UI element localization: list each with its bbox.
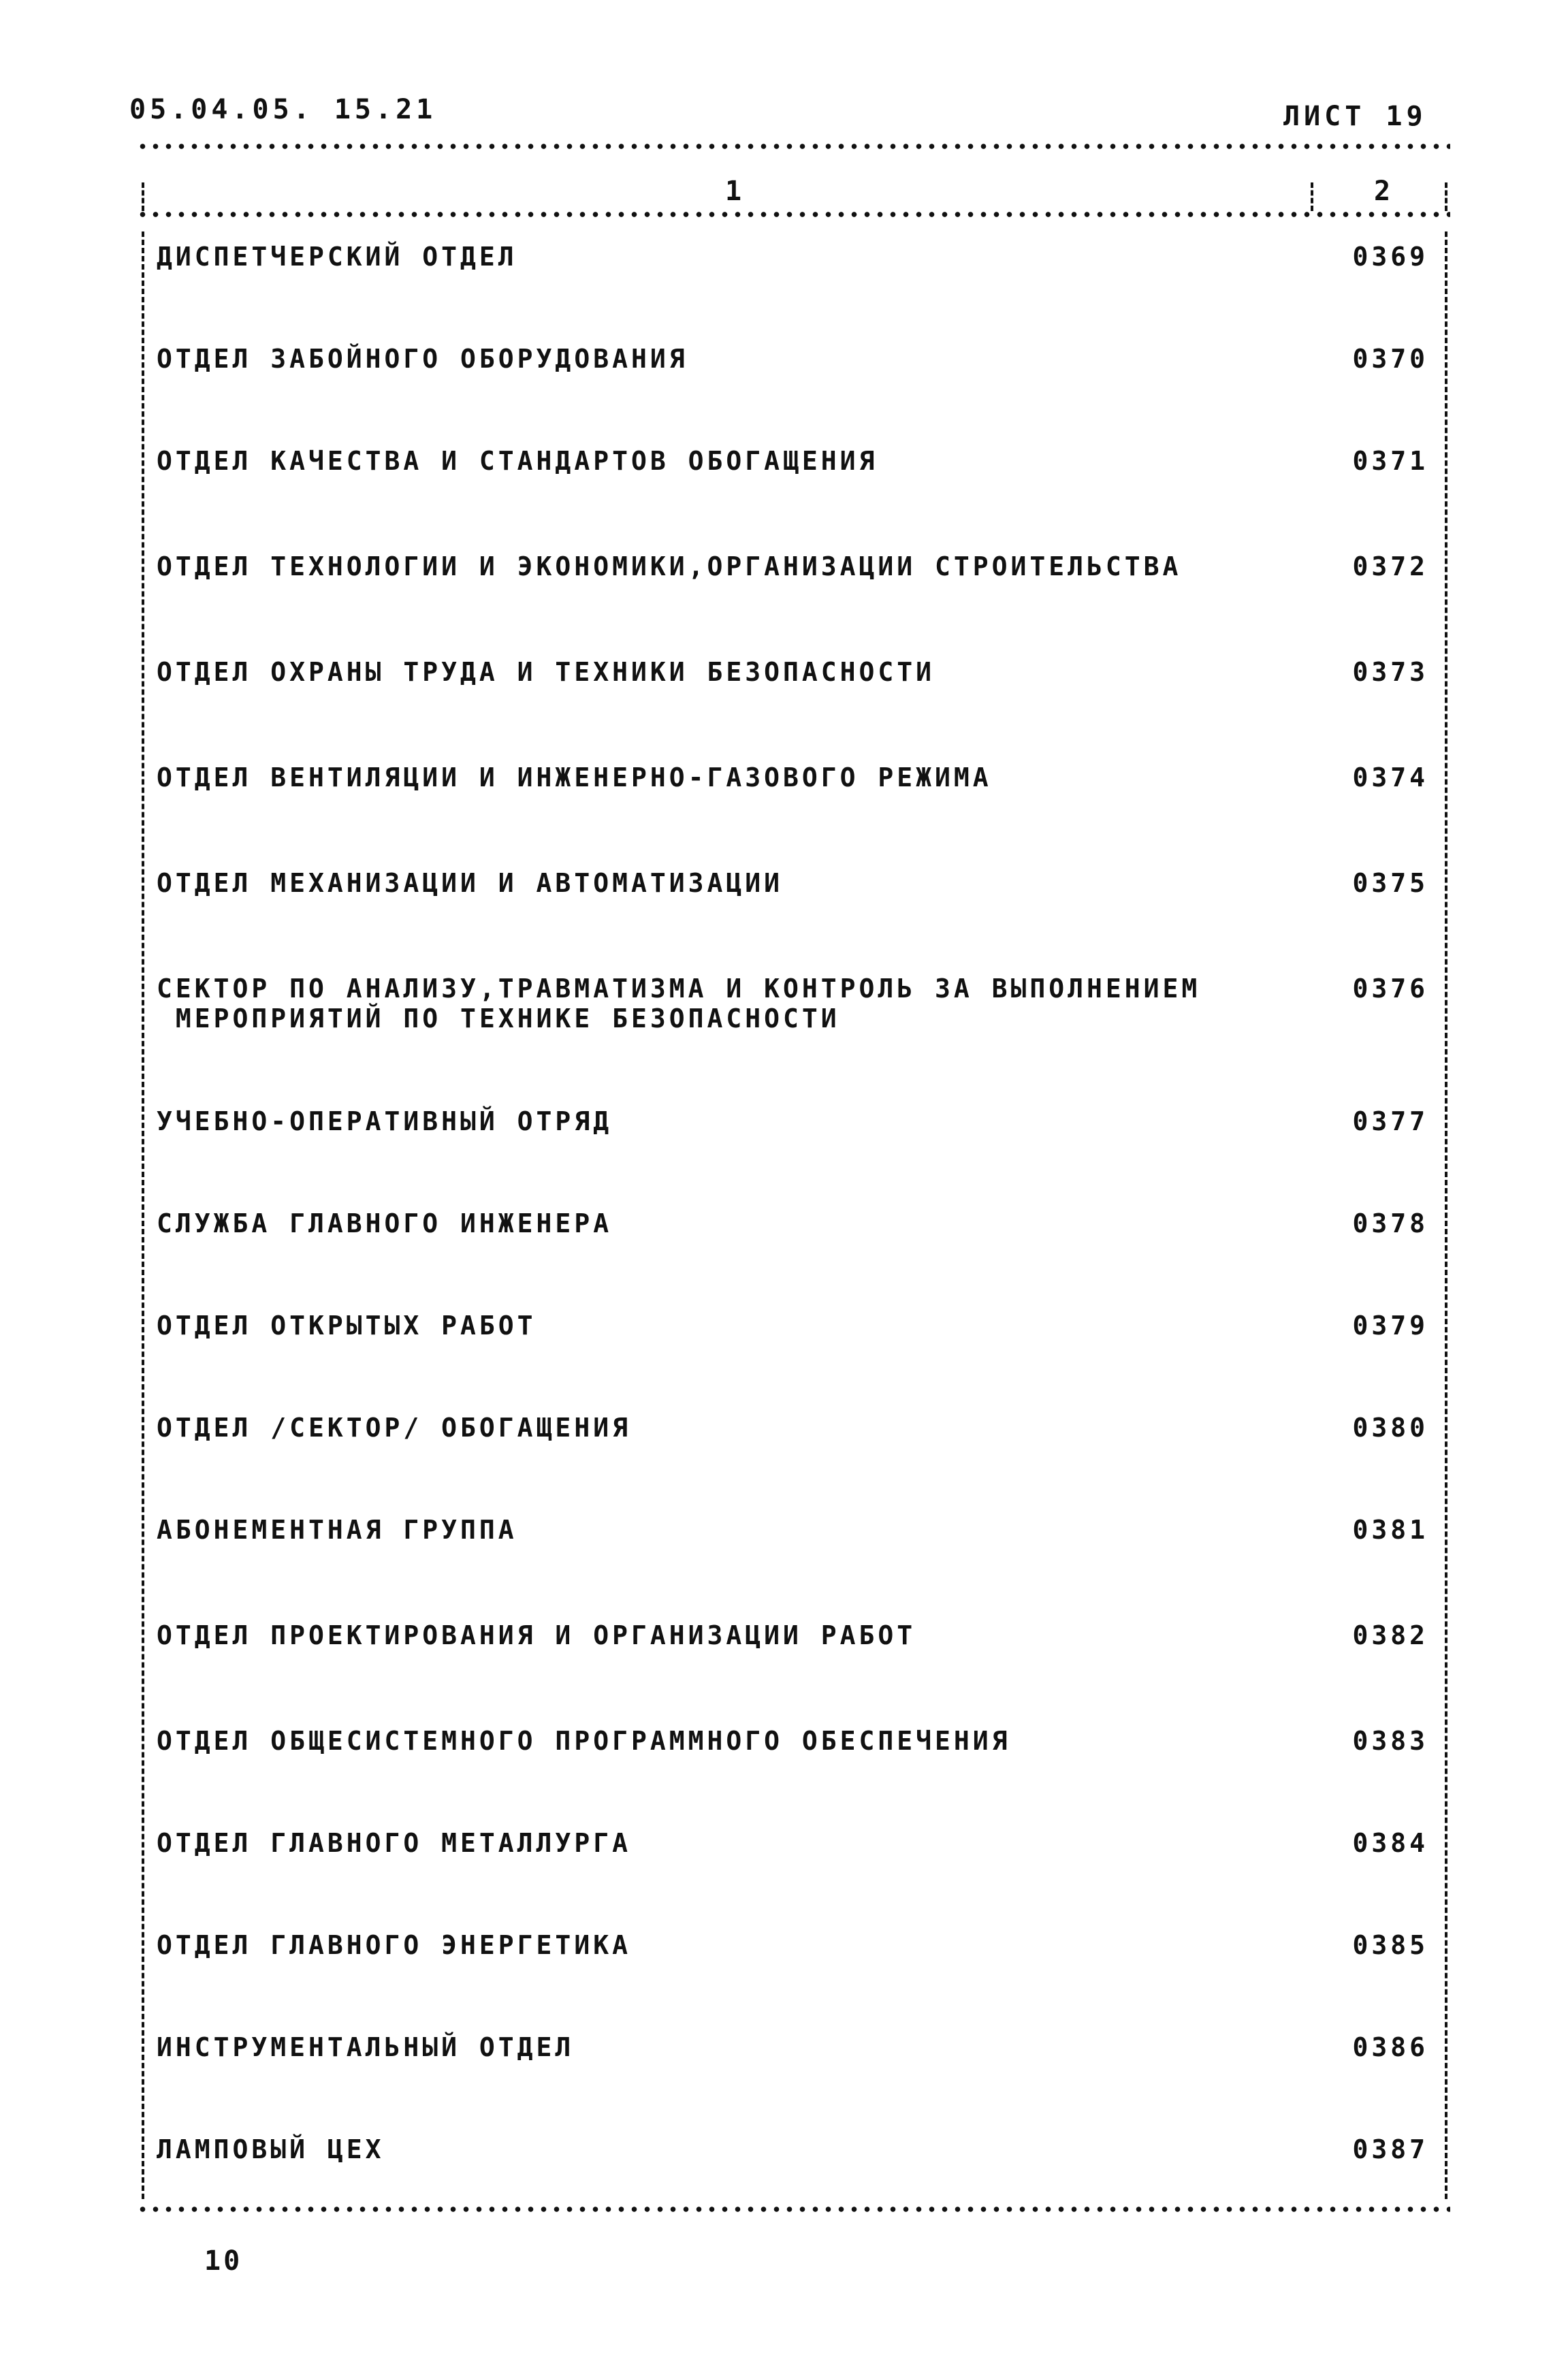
department-name: ОТДЕЛ МЕХАНИЗАЦИИ И АВТОМАТИЗАЦИИ bbox=[157, 868, 783, 898]
department-name: СЕКТОР ПО АНАЛИЗУ,ТРАВМАТИЗМА И КОНТРОЛЬ ЗА ВЫПОЛНЕНИЕМ МЕРОПРИЯТИЙ ПО ТЕХНИКЕ БЕЗОПАСНОСТИ bbox=[157, 974, 1201, 1033]
department-code: 0381 bbox=[1352, 1515, 1428, 1545]
department-name: ОТДЕЛ ОБЩЕСИСТЕМНОГО ПРОГРАММНОГО ОБЕСПЕЧЕНИЯ bbox=[157, 1726, 1011, 1756]
department-name: ОТДЕЛ ОХРАНЫ ТРУДА И ТЕХНИКИ БЕЗОПАСНОСТИ bbox=[157, 657, 935, 687]
department-code: 0385 bbox=[1352, 1930, 1428, 1960]
department-name: ОТДЕЛ ОТКРЫТЫХ РАБОТ bbox=[157, 1311, 537, 1341]
table-row bbox=[157, 763, 1437, 837]
page-number: 10 bbox=[204, 2245, 243, 2277]
table-row bbox=[157, 242, 1437, 317]
department-code: 0369 bbox=[1352, 242, 1428, 272]
department-name: ИНСТРУМЕНТАЛЬНЫЙ ОТДЕЛ bbox=[157, 2032, 575, 2062]
department-code: 0373 bbox=[1352, 657, 1428, 687]
department-code: 0374 bbox=[1352, 763, 1428, 792]
department-code: 0386 bbox=[1352, 2032, 1428, 2062]
table-row bbox=[157, 2134, 1437, 2209]
table-row bbox=[157, 657, 1437, 732]
table-row bbox=[157, 344, 1437, 419]
table-row bbox=[157, 1726, 1437, 1801]
table-row bbox=[157, 1208, 1437, 1283]
department-name: ЛАМПОВЫЙ ЦЕХ bbox=[157, 2134, 385, 2164]
bottom-asterisk-rule bbox=[136, 2206, 1450, 2213]
department-code: 0370 bbox=[1352, 344, 1428, 374]
table-row bbox=[157, 1828, 1437, 1903]
column-header-2: 2 bbox=[1374, 176, 1391, 207]
department-code: 0372 bbox=[1352, 551, 1428, 581]
department-code: 0379 bbox=[1352, 1311, 1428, 1341]
table-row bbox=[157, 1620, 1437, 1695]
table-row bbox=[157, 1515, 1437, 1590]
department-name: УЧЕБНО-ОПЕРАТИВНЫЙ ОТРЯД bbox=[157, 1106, 613, 1136]
table-row bbox=[157, 974, 1437, 1048]
department-name: ОТДЕЛ ПРОЕКТИРОВАНИЯ И ОРГАНИЗАЦИИ РАБОТ bbox=[157, 1620, 916, 1650]
department-code: 0387 bbox=[1352, 2134, 1428, 2164]
department-code: 0377 bbox=[1352, 1106, 1428, 1136]
table-row bbox=[157, 2032, 1437, 2107]
department-code: 0375 bbox=[1352, 868, 1428, 898]
department-name: ОТДЕЛ ГЛАВНОГО ЭНЕРГЕТИКА bbox=[157, 1930, 631, 1960]
department-name: ОТДЕЛ ГЛАВНОГО МЕТАЛЛУРГА bbox=[157, 1828, 631, 1858]
department-code: 0378 bbox=[1352, 1208, 1428, 1238]
department-name: ОТДЕЛ ВЕНТИЛЯЦИИ И ИНЖЕНЕРНО-ГАЗОВОГО РЕЖИМА bbox=[157, 763, 992, 792]
table-row bbox=[157, 1413, 1437, 1488]
department-code: 0383 bbox=[1352, 1726, 1428, 1756]
table-row bbox=[157, 868, 1437, 943]
department-name: СЛУЖБА ГЛАВНОГО ИНЖЕНЕРА bbox=[157, 1208, 613, 1238]
department-code: 0384 bbox=[1352, 1828, 1428, 1858]
department-name: ДИСПЕТЧЕРСКИЙ ОТДЕЛ bbox=[157, 242, 517, 272]
table-row bbox=[157, 1106, 1437, 1181]
department-code: 0380 bbox=[1352, 1413, 1428, 1443]
table-row bbox=[157, 446, 1437, 521]
department-code: 0376 bbox=[1352, 974, 1428, 1004]
department-name: ОТДЕЛ /СЕКТОР/ ОБОГАЩЕНИЯ bbox=[157, 1413, 631, 1443]
department-code: 0382 bbox=[1352, 1620, 1428, 1650]
table-row bbox=[157, 551, 1437, 626]
table-row bbox=[157, 1311, 1437, 1385]
department-name: ОТДЕЛ ЗАБОЙНОГО ОБОРУДОВАНИЯ bbox=[157, 344, 688, 374]
department-name: ОТДЕЛ КАЧЕСТВА И СТАНДАРТОВ ОБОГАЩЕНИЯ bbox=[157, 446, 878, 476]
column-header-1: 1 bbox=[725, 176, 742, 207]
sheet-number: ЛИСТ 19 bbox=[1283, 101, 1427, 132]
department-name: АБОНЕМЕНТНАЯ ГРУППА bbox=[157, 1515, 517, 1545]
department-code: 0371 bbox=[1352, 446, 1428, 476]
document-code: 05.04.05. 15.21 bbox=[129, 94, 437, 125]
table-row bbox=[157, 1930, 1437, 2005]
department-name: ОТДЕЛ ТЕХНОЛОГИИ И ЭКОНОМИКИ,ОРГАНИЗАЦИИ СТРОИТЕЛЬСТВА bbox=[157, 551, 1182, 581]
